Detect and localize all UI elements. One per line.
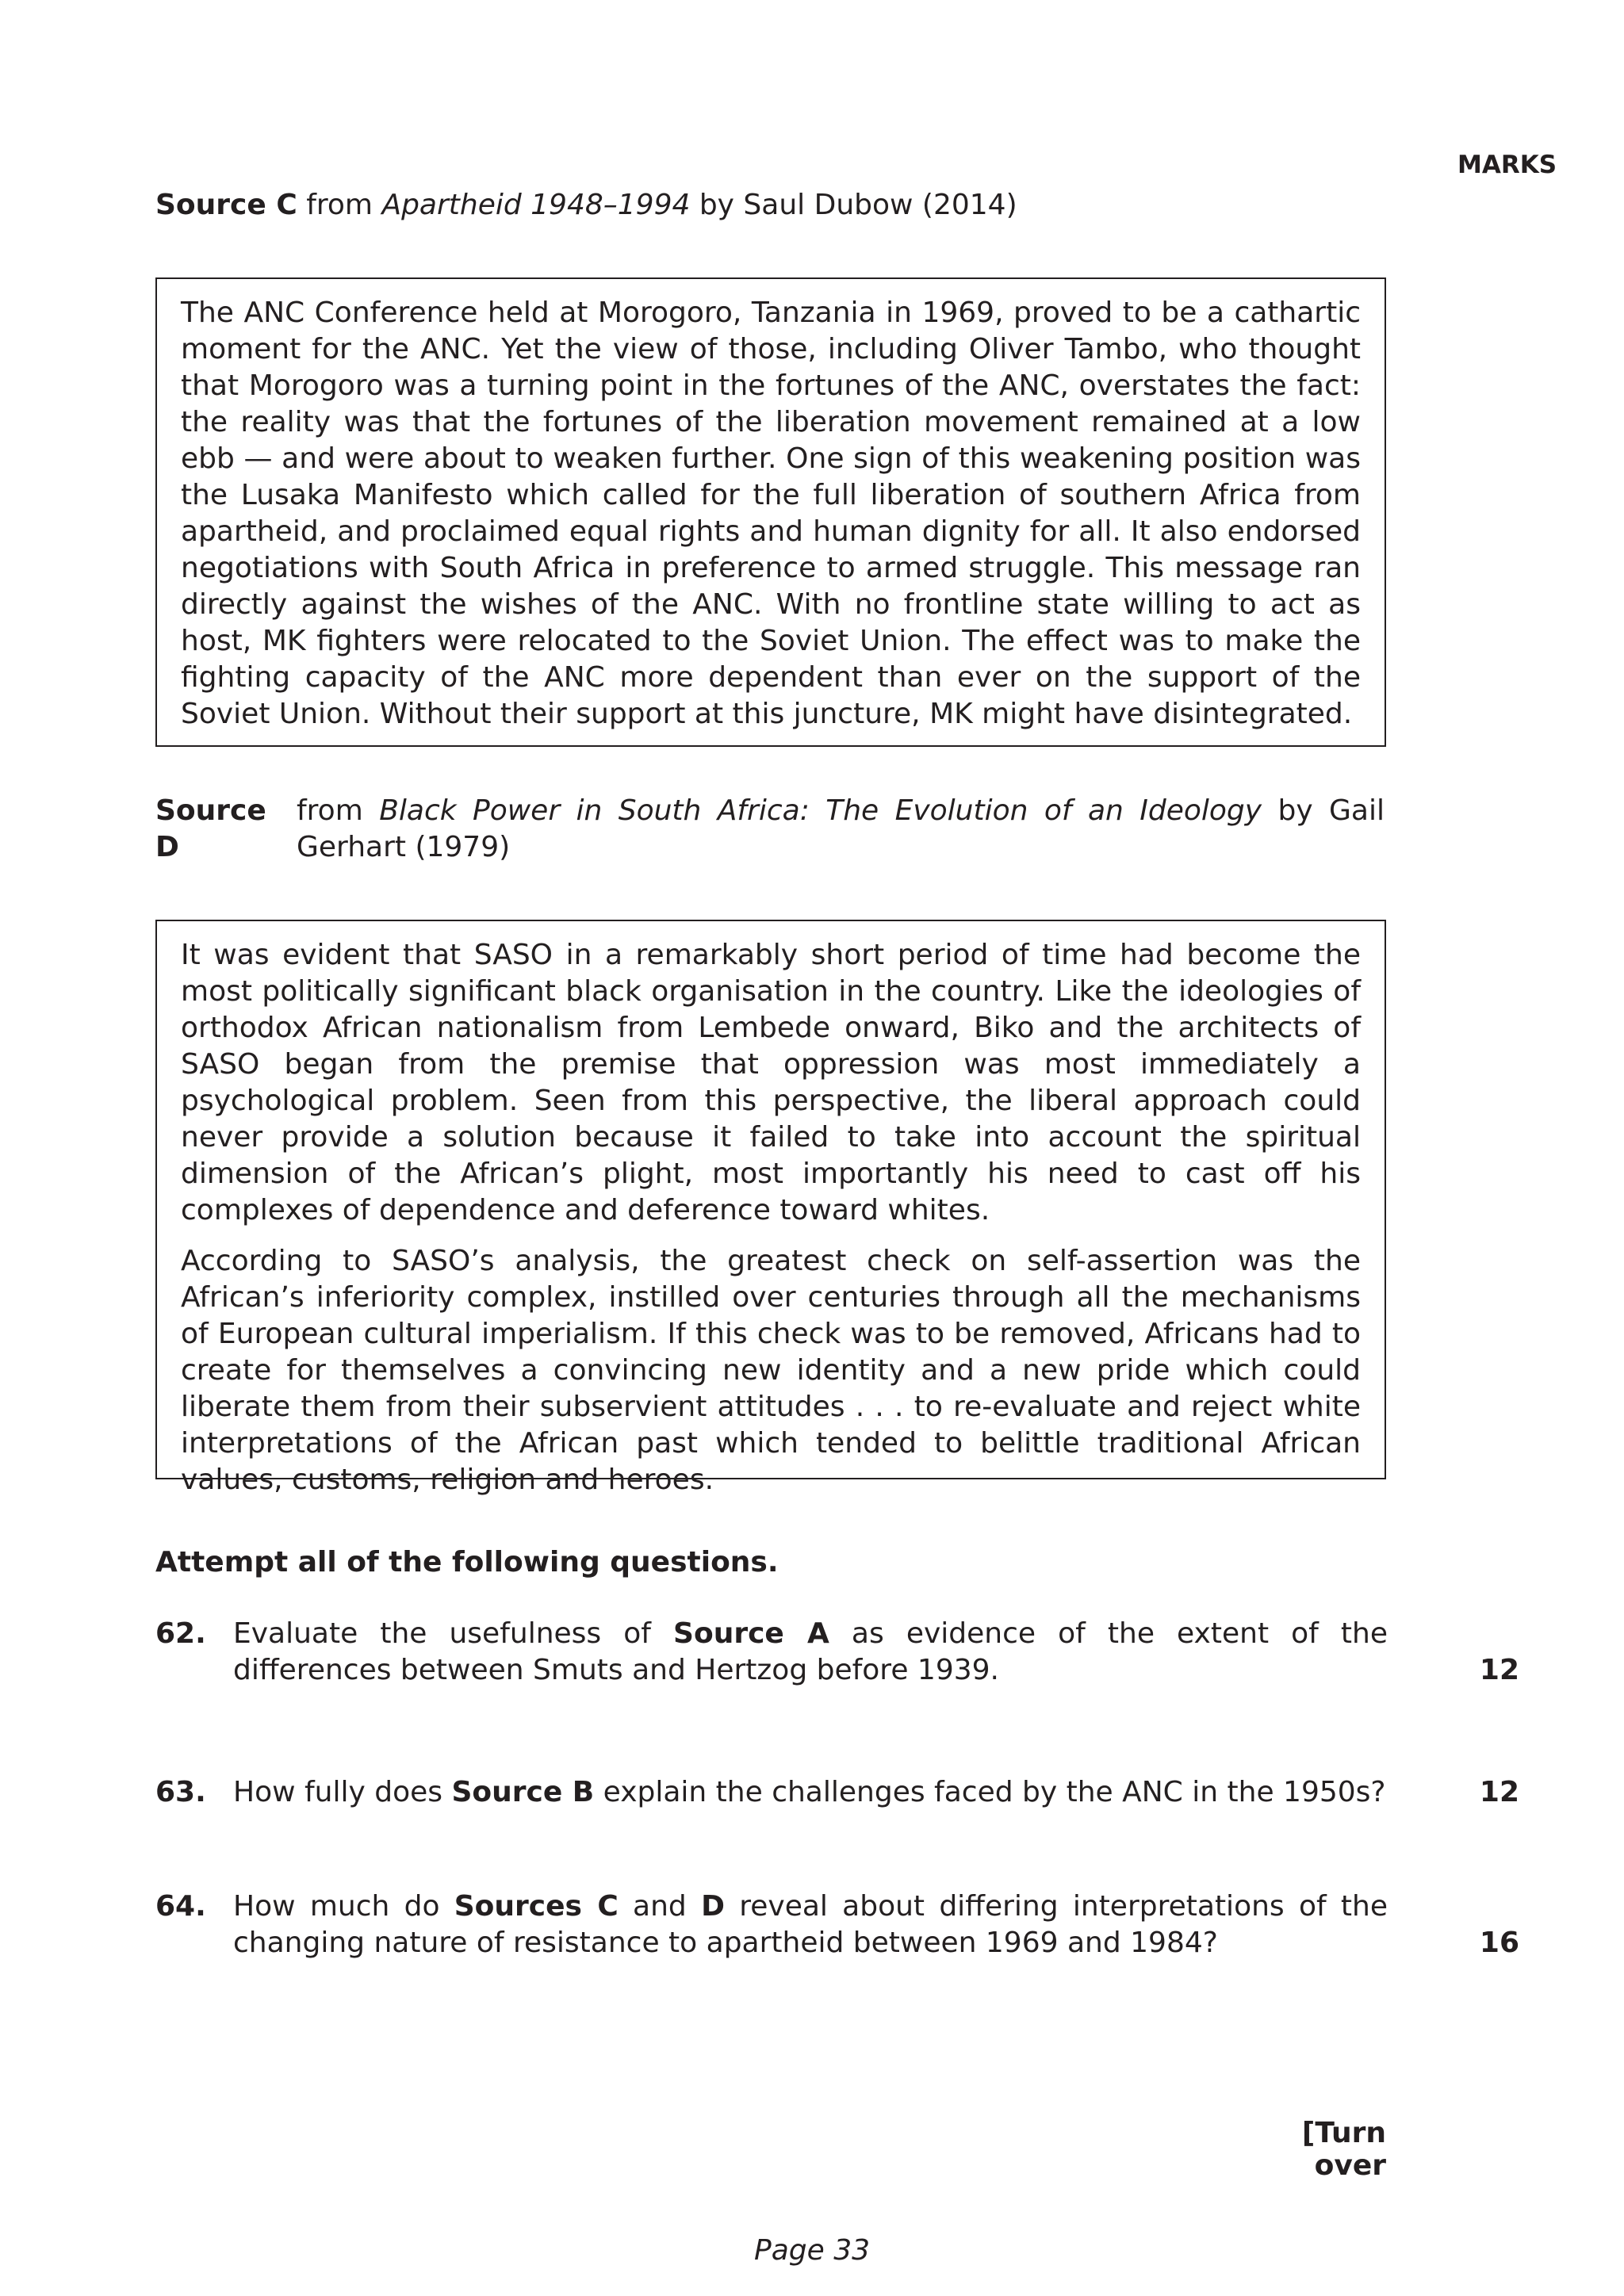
question-marks: 16 [1479,1927,1519,1959]
source-d-author: by Gail Gerhart (1979) [297,794,1385,863]
question-marks: 12 [1479,1776,1519,1808]
source-d-label: Source D [155,794,266,863]
question-number: 64. [155,1890,206,1923]
source-d-paragraph-1: It was evident that SASO in a remarkably short period of time had become the most politically significant black organisation in the country. Like the ideologies of orthodox African nationalism from Lembede onward, Biko and the architects of SASO began from the premise that oppression was most immediately a psychological problem. Seen from this perspective, the liberal approach could never provide a solution because it failed to take into account the spiritual dimension of the African’s plight, most importantly his need to cast off his complexes of dependence and deference toward whites. [181,939,1361,1226]
source-c-extract: The ANC Conference held at Morogoro, Tanzania in 1969, proved to be a cathartic moment for the ANC. Yet the view of those, including Oliver Tambo, who thought that Morogoro was a turning point in the fortunes of the ANC, overstates the fact: the reality was that the fortunes of the liberation movement remained at a low ebb — and were about to weaken further. One sign of this weakening position was the Lusaka Manifesto which called for the full liberation of southern Africa from apartheid, and proclaimed equal rights and human dignity for all. It also endorsed negotiations with South Africa in preference to armed struggle. This message ran directly against the wishes of the ANC. With no frontline state willing to act as host, MK fighters were relocated to the Soviet Union. The effect was to make the fighting capacity of the ANC more dependent than ever on the support of the Soviet Union. Without their support at this juncture, MK might have disintegrated. [181,297,1361,730]
question-number: 62. [155,1617,206,1650]
question-text-part: and [618,1890,702,1923]
question-source-ref: Source A [673,1617,829,1650]
source-c-heading [155,187,1017,224]
turn-over-note: [Turn over [1301,2117,1386,2182]
source-c-extract-box [155,277,1386,747]
source-d-paragraph-2: According to SASO’s analysis, the greatest check on self-assertion was the African’s inferiority complex, instilled over centuries through all the mechanisms of European cultural imperialism. If this check was to be removed, Africans had to create for themselves a convincing new identity and a new pride which could liberate them from their subservient attitudes . . . to re-evaluate and reject white interpretations of the African past which tended to belittle traditional African values, customs, religion and heroes. [181,1245,1361,1496]
question-text [233,1888,1388,1961]
question-62 [155,1616,1519,1695]
question-text-part: explain the challenges faced by the ANC in the 1950s? [594,1776,1386,1808]
source-c-title: Apartheid 1948–1994 [381,189,691,221]
source-d-from: from [297,794,380,827]
source-d-extract-box [155,920,1386,1496]
source-d-heading [155,793,1385,866]
source-d-citation [297,793,1385,866]
source-c-label: Source C [155,189,297,221]
question-source-ref: D [701,1890,725,1923]
question-text-part: Evaluate the usefulness of [233,1617,674,1650]
marks-column-header: MARKS [1457,151,1557,179]
question-text-part: as evidence of the extent of the differences between Smuts and Hertzog before 1939. [233,1617,1388,1686]
question-text-part: reveal about differing interpretations of the changing nature of resistance to apartheid between 1969 and 1984? [233,1890,1388,1959]
question-text-part: How much do [233,1890,454,1923]
question-64 [155,1888,1519,1968]
question-text [233,1774,1388,1811]
page-number: Page 33 [753,2234,871,2267]
source-c-author: by Saul Dubow (2014) [690,189,1017,221]
question-number: 63. [155,1776,206,1808]
question-source-ref: Sources C [454,1890,619,1923]
question-text [233,1616,1388,1689]
question-text-part: How fully does [233,1776,452,1808]
question-source-ref: Source B [451,1776,595,1808]
questions-instruction: Attempt all of the following questions. [155,1546,779,1578]
source-d-title: Black Power in South Africa: The Evolution of an Ideology [379,794,1262,827]
source-c-from: from [297,189,382,221]
question-marks: 12 [1479,1654,1519,1686]
question-63 [155,1774,1519,1814]
